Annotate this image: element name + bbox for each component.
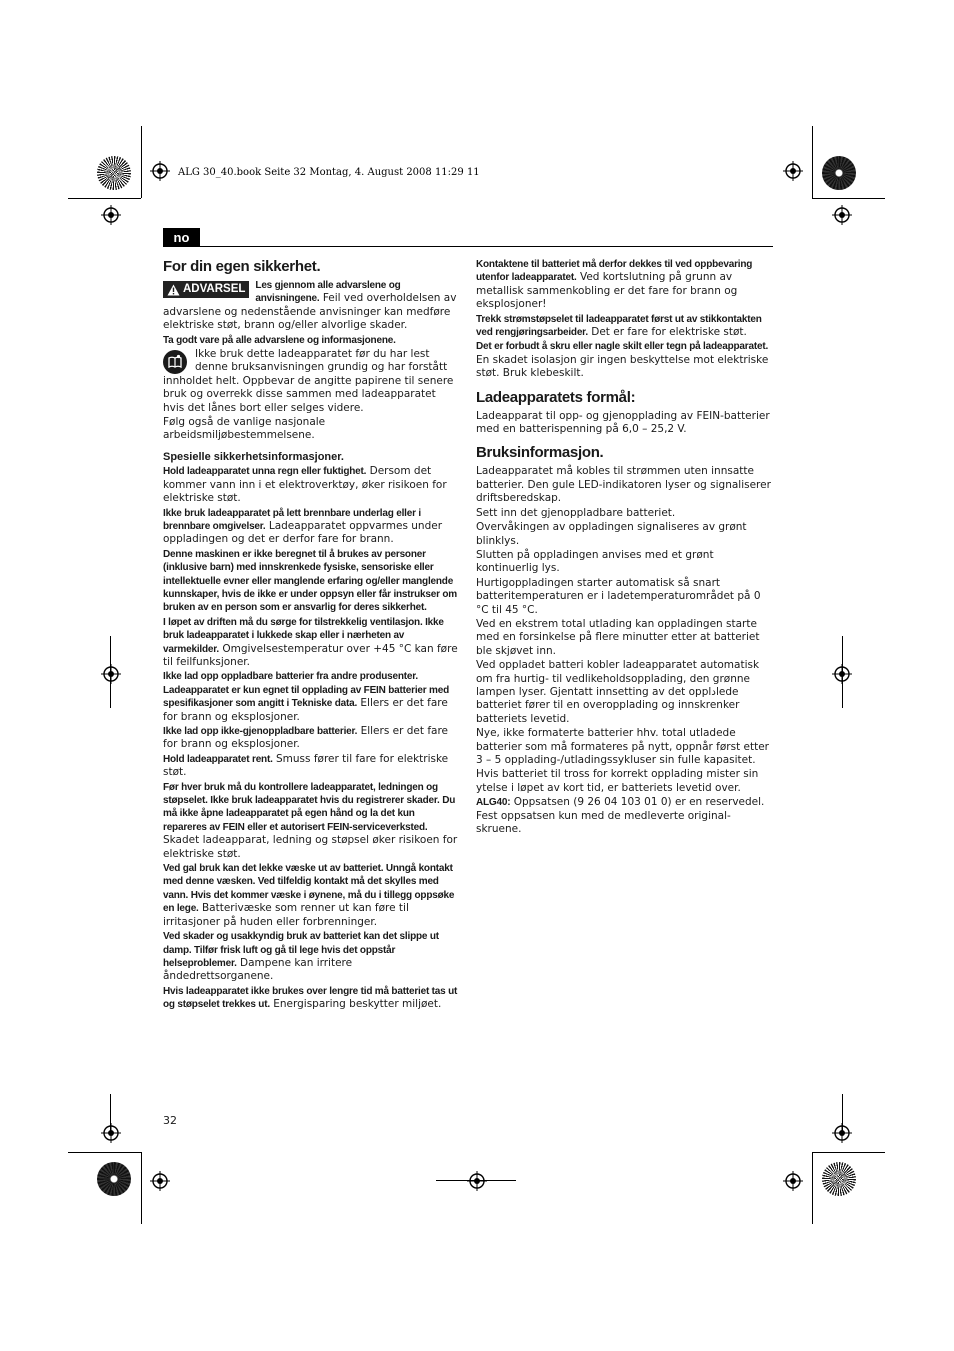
safety-item-text: Ellers er det fare for brann og eksplosjoner. <box>163 697 448 723</box>
safety-item-bold: Denne maskinen er ikke beregnet til å brukes av personer (inklusive barn) med innskrenkede fysiske, sensoriske eller intellektuelle evner eller manglende erfaring og/eller manglende kunnskaper, hvis de ikke er under oppsyn eller får instrukser om bruken av en person som er ansvarlig for deres sikkerhet. <box>163 548 457 614</box>
registration-mark-icon <box>783 1171 803 1191</box>
registration-mark-icon <box>101 205 121 225</box>
safety-item-text: Dersom det kommer vann inn i et elektroverktøy, øker risikoen for elektriske støt. <box>163 465 447 505</box>
safety-item <box>163 862 460 929</box>
safety-item-text: Skadet ladeapparat, ledning og støpsel øker risikoen for elektriske støt. <box>163 834 458 860</box>
safety-item-bold: Trekk strømstøpselet til ladeapparatet først ut av stikkontakten ved rengjøringsarbeider. <box>476 313 762 339</box>
safety-item-bold: Ikke lad opp ikke-gjenoppladbare batterier. <box>163 726 358 737</box>
usage-paragraph: Slutten på oppladingen anvises med et grønt kontinuerlig lys. <box>476 548 714 575</box>
warning-text: Feil ved overholdelsen av advarslene og nedenstående anvisninger kan medføre elektriske støt, brann og/eller alvorlige skader. <box>163 292 457 332</box>
safety-item <box>163 548 460 615</box>
safety-item-bold: Ikke lad opp oppladbare batterier fra andre produsenter. Ladeapparatet er kun egnet til opplading av FEIN batterier med spesifikasjoner som angitt i Tekniske data. <box>163 671 449 710</box>
keep-instructions-text: Ta godt vare på alle advarslene og informasjonene. <box>163 334 396 346</box>
usage-paragraph: Sett inn det gjenoppladbare batteriet. <box>476 506 676 519</box>
usage-paragraph: Ved oppladet batteri kobler ladeapparatet automatisk om fra hurtig- til vedlikeholdsopplading, den grønne lampen lyser. Gjentatt innsetting av det opplادede batteriet fører til en overopplading og innskrenker batteriets levetid. <box>476 659 760 725</box>
safety-item-bold: I løpet av driften må du sørge for tilstrekkelig ventilasjon. Ikke bruk ladeapparatet i lukkede skap eller i nærheten av varmekilder. <box>163 616 444 655</box>
left-column <box>163 258 460 1013</box>
registration-mark-icon <box>783 161 803 181</box>
header-rule <box>163 246 773 247</box>
safety-item-bold: Hold ladeapparatet unna regn eller fuktighet. <box>163 466 367 478</box>
print-rosette-icon <box>97 1162 131 1196</box>
manual-text: Ikke bruk dette ladeapparatet før du har lest denne bruksanvisningen grundig og har forstått innholdet helt. Oppbevar de angitte papirene til senere bruk og overrekk disse sammen med ladeapparatet hvis det lånes bort eller selges videre. <box>163 348 454 414</box>
crop-mark <box>68 198 141 199</box>
registration-mark-icon <box>101 1123 121 1143</box>
safety-item <box>163 465 460 505</box>
registration-mark-icon <box>150 1171 170 1191</box>
crop-mark <box>812 126 813 198</box>
registration-mark-icon <box>832 205 852 225</box>
registration-mark-icon <box>101 664 121 684</box>
usage-paragraph: Hvis batteriet til tross for korrekt opplading mister sin ytelse i løpet av kort tid, er batteriets levetid over. <box>476 768 759 794</box>
crop-mark <box>812 198 885 199</box>
national-rules-text: Følg også de vanlige nasjonale arbeidsmiljøbestemmelsene. <box>163 416 326 442</box>
safety-item-text: Ved kortslutning på grunn av metallisk sammenkobling er det fare for brann og eksplosjoner! <box>476 271 738 311</box>
alg40-paragraph <box>476 796 773 836</box>
safety-item-bold: Kontaktene til batteriet må derfor dekkes til ved oppbevaring utenfor ladeapparatet. <box>476 259 753 284</box>
usage-heading: Bruksinformasjon. <box>476 444 604 462</box>
safety-item <box>163 507 460 547</box>
safety-item-text: Ellers er det fare for brann og eksplosjoner. <box>163 725 449 751</box>
registration-mark-icon <box>150 161 170 181</box>
page-number: 32 <box>163 1114 177 1127</box>
safety-item <box>476 258 773 312</box>
safety-item-bold: Ikke bruk ladeapparatet på lett brennbare underlag eller i brennbare omgivelser. <box>163 507 421 532</box>
safety-item-text: Batterivæske som renner ut kan føre til irritasjoner på huden eller forbrenninger. <box>163 902 409 928</box>
safety-item-bold: Hold ladeapparatet rent. <box>163 753 273 765</box>
safety-item-bold: Ved skader og usakkyndig bruk av batteriet kan det slippe ut damp. Tilfør frisk luft og gå til lege hvis det oppstår helseproblemer. <box>163 931 439 969</box>
usage-paragraph: Ved en ekstrem total utlading kan oppladingen starte med en forsinkelse på flere minutter etter at batteriet ble skjøvet inn. <box>476 617 760 657</box>
warning-bold-text: Les gjennom alle advarslene og anvisningene. <box>255 280 401 305</box>
safety-item-bold: Hvis ladeapparatet ikke brukes over lengre tid må batteriet tas ut og støpselet trekkes ut. <box>163 985 458 1011</box>
safety-item <box>163 781 460 861</box>
safety-item-text: Energisparing beskytter miljøet. <box>269 998 442 1011</box>
safety-item <box>163 930 460 984</box>
alg40-text: Oppsatsen (9 26 04 103 01 0) er en reservedel. Fest oppsatsen kun med de medleverte original-skruene. <box>476 796 765 836</box>
safety-item <box>476 313 773 340</box>
print-rosette-icon <box>822 156 856 190</box>
safety-item-text: Smuss fører til fare for elektriske støt. <box>163 752 449 779</box>
crop-mark <box>141 1152 142 1224</box>
registration-mark-icon <box>832 1123 852 1143</box>
crop-mark <box>812 1152 885 1153</box>
safety-item <box>163 725 460 752</box>
read-manual-icon <box>163 350 187 374</box>
registration-mark-icon <box>832 664 852 684</box>
safety-item <box>163 616 460 670</box>
purpose-heading: Ladeapparatets formål: <box>476 388 636 406</box>
safety-item-text: En skadet isolasjon gir ingen beskyttelse mot elektriske støt. Bruk klebeskilt. <box>476 353 769 380</box>
usage-paragraph: Nye, ikke formaterte batterier hhv. total utladede batterier som må formateres på nytt, oppnår først etter 3 – 5 opplading-/utladingssykluser sin fulle kapasitet. <box>476 727 769 766</box>
safety-item-text: Ladeapparatet oppvarmes under oppladingen og det er derfor fare for brann. <box>163 519 443 546</box>
crop-mark <box>812 1152 813 1224</box>
language-badge: no <box>163 228 200 247</box>
safety-item-text: Omgivelsestemperatur over +45 °C kan føre til feilfunksjoner. <box>163 642 458 668</box>
safety-item <box>163 985 460 1012</box>
safety-item-bold: Det er forbudt å skru eller nagle skilt eller tegn på ladeapparatet. <box>476 341 769 353</box>
warning-badge-label: ADVARSEL <box>183 283 246 295</box>
usage-paragraph: Ladeapparatet må kobles til strømmen uten innsatte batterier. Den gule LED-indikatoren lyser og signaliserer driftsberedskap. <box>476 465 771 505</box>
safety-item-bold: Ved gal bruk kan det lekke væske ut av batteriet. Unngå kontakt med denne væsken. Ved tilfeldig kontakt må det skylles med vann. Hvis det kommer væske i øynene, må du i tillegg oppsøke en lege. <box>163 863 455 915</box>
alg40-label: ALG40: <box>476 797 511 809</box>
special-safety-heading: Spesielle sikkerhetsinformasjoner. <box>163 450 344 463</box>
print-rosette-icon <box>822 1162 856 1196</box>
warning-badge <box>163 281 249 298</box>
safety-item-text: Det er fare for elektriske støt. <box>587 326 747 339</box>
safety-item <box>163 753 460 780</box>
safety-item <box>163 670 460 724</box>
print-rosette-icon <box>97 156 131 190</box>
warning-paragraph <box>163 279 460 333</box>
manual-paragraph <box>163 348 460 415</box>
safety-item-text: Dampene kan irritere åndedrettsorganene. <box>163 956 353 983</box>
right-column <box>476 258 773 837</box>
safety-item <box>476 340 773 380</box>
purpose-text: Ladeapparat til opp- og gjenopplading av FEIN-batterier med en batterispenning på 6,0 – 25,2 V. <box>476 409 770 436</box>
crop-mark <box>141 126 142 198</box>
safety-heading: For din egen sikkerhet. <box>163 258 321 275</box>
usage-paragraph: Overvåkingen av oppladingen signaliseres av grønt blinklys. <box>476 521 747 547</box>
file-info-slug: ALG 30_40.book Seite 32 Montag, 4. August 2008 11:29 11 <box>178 167 480 178</box>
crop-mark <box>68 1152 141 1153</box>
safety-item-bold: Før hver bruk må du kontrollere ladeapparatet, ledningen og støpselet. Ikke bruk ladeapparatet hvis du registrerer skader. Du må ikke åpne ladeapparatet på egen hånd og la det kun repareres av FEIN eller et autorisert FEIN-serviceverksted. <box>163 781 456 833</box>
warning-triangle-icon <box>167 284 180 296</box>
registration-mark-icon <box>467 1171 487 1191</box>
usage-paragraph: Hurtigoppladingen starter automatisk så snart batteritemperaturen er i ladetemperaturområdet på 0 °C til 45 °C. <box>476 576 761 616</box>
